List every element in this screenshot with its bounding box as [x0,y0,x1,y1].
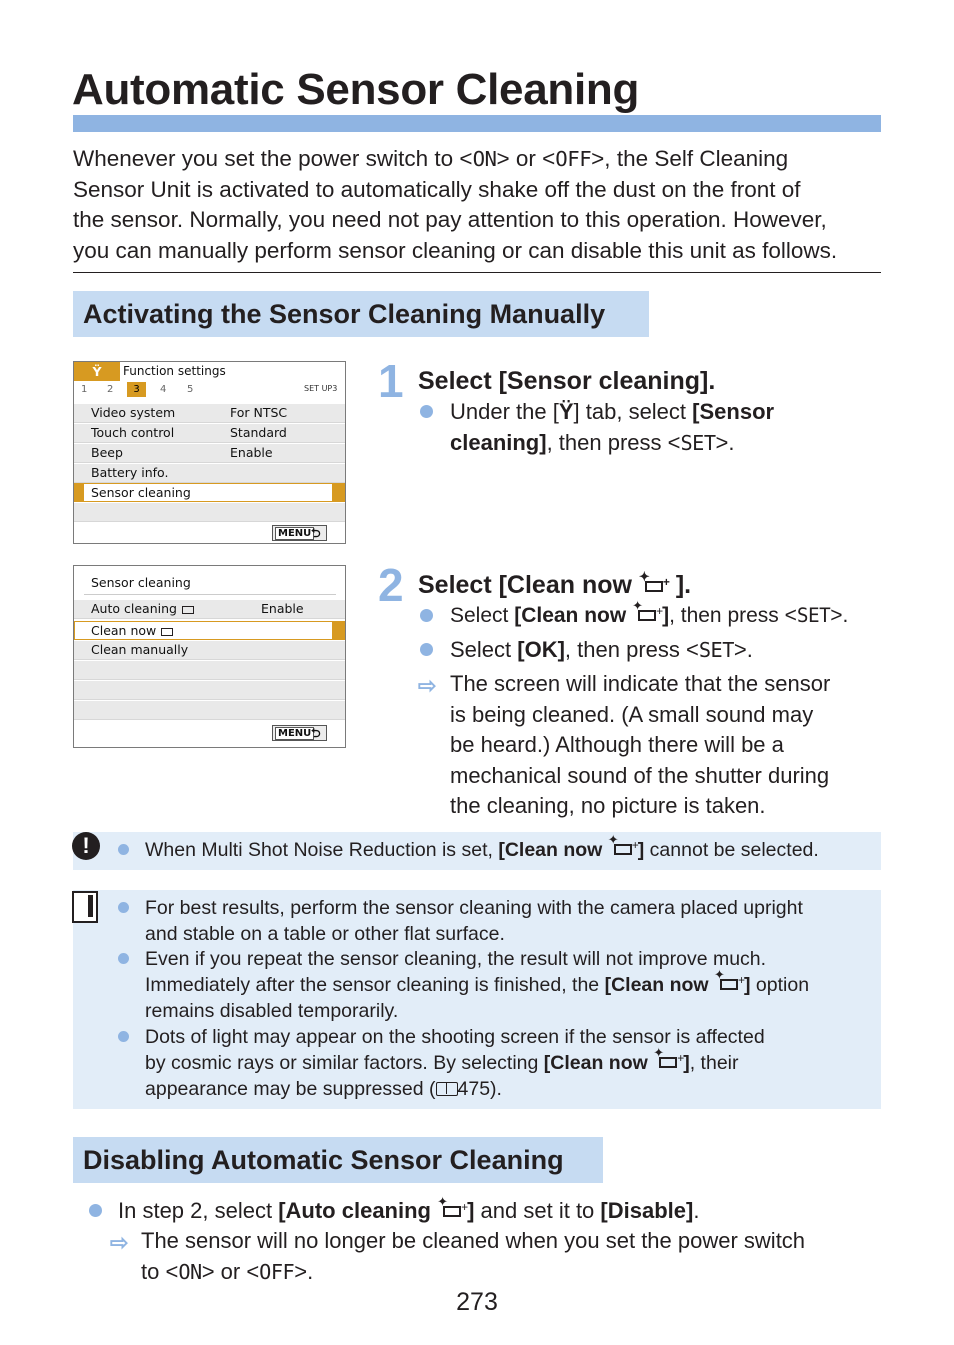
section-heading-manual: Activating the Sensor Cleaning Manually [73,291,649,337]
menu-button: MENU ⮌ [272,725,327,741]
note-pencil-icon [72,891,98,923]
clean-now-icon: ✦ + [714,974,744,994]
bullet-icon [118,953,129,964]
menu-row: Clean manually [74,641,345,660]
bullet-icon [118,844,129,855]
bullet-icon [420,609,433,622]
disable-result: The sensor will no longer be cleaned when you set the power switch to <ON> or <OFF>. [141,1228,806,1284]
step1-instruction: Under the [Ÿ] tab, select [Sensor cleaning], then press <SET>. [450,399,775,455]
divider [73,272,881,273]
menu-row-empty [74,661,345,680]
step2-result: The screen will indicate that the sensor is being cleaned. (A small sound may be heard.) Although there will be a mechanical sound of the shutter during the cleaning, no picture is taken. [450,671,831,818]
setup-tab-icon: Ÿ [74,362,120,381]
screen-header-label: Sensor cleaning [91,575,191,590]
step2-instruction-2: Select [OK], then press <SET>. [450,637,753,662]
disable-instruction: In step 2, select [Auto cleaning ✦ + ] and set it to [Disable]. [118,1194,700,1223]
note-3: Dots of light may appear on the shooting screen if the sensor is affected by cosmic rays or similar factors. By selecting [Clean now ✦ + ], their appearance may be suppressed ( 475). [145,1026,765,1100]
note-1: For best results, perform the sensor cleaning with the camera placed upright and stable on a table or other flat surface. [145,897,803,945]
screen-tab-row: 1 2 3 4 5 SET UP3 [74,381,345,399]
menu-row: Battery info. [74,464,345,483]
screen-header-label: Function settings [123,364,226,378]
bullet-icon [420,405,433,418]
step-heading: Select [Clean now ✦ + ]. [418,569,692,599]
clean-icon [157,622,187,642]
title-underline-bar [73,115,881,132]
step-number: 2 [378,559,404,611]
clean-now-icon: ✦ + [653,1052,683,1072]
menu-row: Beep Enable [74,444,345,463]
menu-row: Touch control Standard [74,424,345,443]
menu-row-selected: Clean now [74,621,345,640]
clean-icon [178,600,208,620]
caution-text: When Multi Shot Noise Reduction is set, [Clean now ✦ + ] cannot be selected. [145,832,819,861]
camera-screen-function-settings [73,361,346,544]
camera-screen-sensor-cleaning [73,565,346,748]
bullet-icon [89,1204,102,1217]
bullet-icon [420,643,433,656]
menu-row: Auto cleaning Enable [74,600,345,619]
bullet-icon [118,1031,129,1042]
menu-row-empty [74,503,345,522]
note-2: Even if you repeat the sensor cleaning, the result will not improve much. Immediately after the sensor cleaning is finished, the [Clean now ✦ + ] option remains disabled temporarily. [145,948,810,1022]
step2-instruction-1: Select [Clean now ✦ + ], then press <SET>. [450,598,849,627]
bullet-icon [118,902,129,913]
menu-row-empty [74,701,345,720]
book-icon [436,1082,458,1096]
clean-now-icon: ✦ + [632,605,662,625]
screen-header [74,362,345,381]
caution-icon: ! [72,832,100,860]
result-arrow-icon: ⇨ [418,673,437,698]
clean-icon: ✦ + [437,1201,467,1221]
active-tab: 3 [127,382,146,397]
step-heading: Select [Sensor cleaning]. [418,367,716,395]
menu-row-empty [74,681,345,700]
menu-row-selected: Sensor cleaning [74,483,345,502]
result-arrow-icon: ⇨ [110,1230,129,1255]
clean-now-icon: ✦ + [639,576,669,596]
page-title: Automatic Sensor Cleaning [72,65,640,114]
menu-button: MENU ⮌ [272,525,327,541]
section-heading-disable: Disabling Automatic Sensor Cleaning [73,1137,603,1183]
page-number: 273 [456,1288,498,1316]
intro-paragraph: Whenever you set the power switch to <ON> or <OFF>, the Self Cleaning Sensor Unit is activated to automatically shake off the dust on the front of the sensor. Normally, you need not pay attention to this operation. However, you can manually perform sensor cleaning or can disable this unit as follows. [73,146,838,263]
clean-now-icon: ✦ + [608,839,638,859]
menu-row: Video system For NTSC [74,404,345,423]
step-number: 1 [378,355,404,407]
